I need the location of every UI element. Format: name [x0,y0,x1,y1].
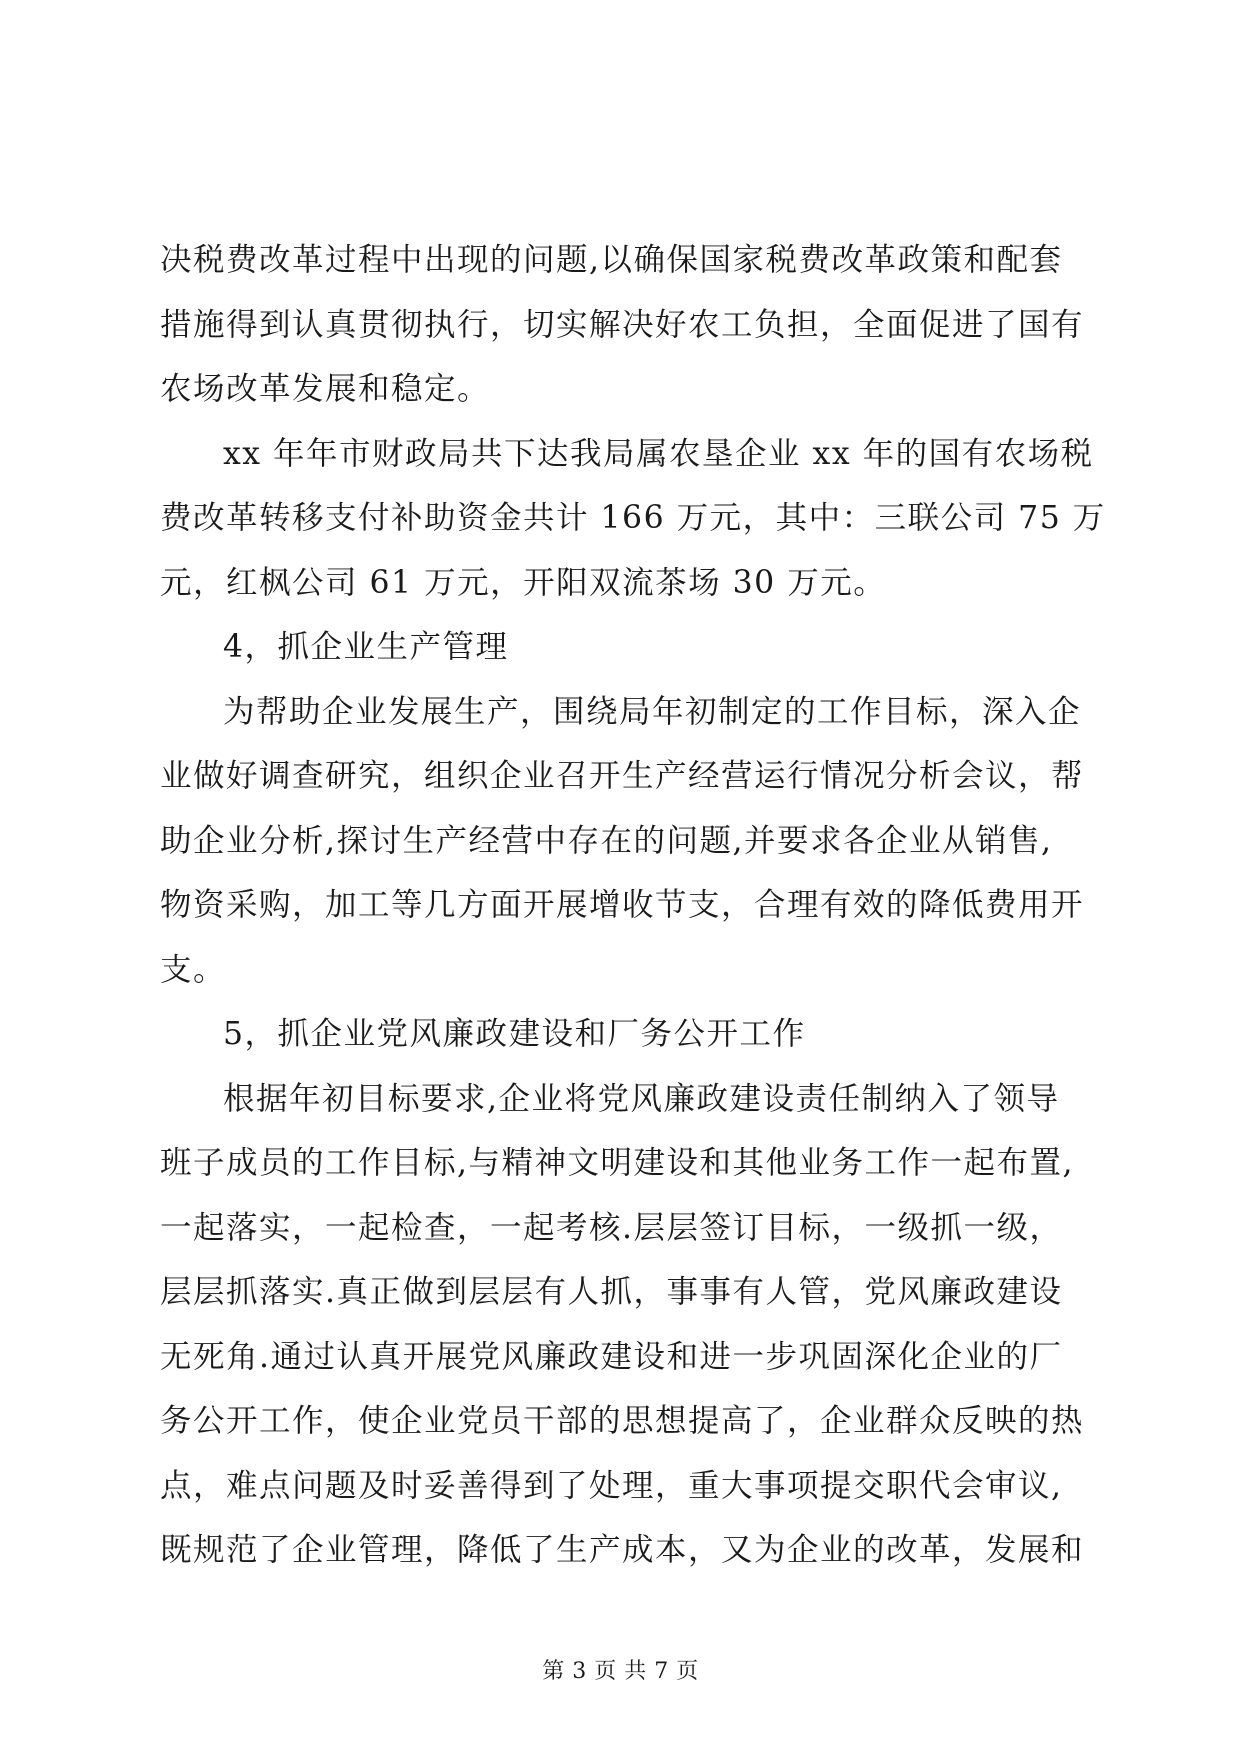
page-number-footer: 第 3 页 共 7 页 [542,1659,699,1684]
text-line: 元，红枫公司 61 万元，开阳双流茶场 30 万元。 [160,564,887,601]
text-line: 5，抓企业党风廉政建设和厂务公开工作 [223,1016,806,1052]
text-line: 为帮助企业发展生产，围绕局年初制定的工作目标，深入企 [223,693,1082,730]
text-line: 既规范了企业管理，降低了生产成本，又为企业的改革，发展和 [160,1532,1085,1568]
text-line: 根据年初目标要求,企业将党风廉政建设责任制纳入了领导 [223,1080,1060,1117]
paragraph [160,1067,1094,1583]
document-body [160,228,1106,1583]
text-line: 层层抓落实.真正做到层层有人抓，事事有人管，党风廉政建设 [160,1274,1063,1310]
text-line: 业做好调查研究，组织企业召开生产经营运行情况分析会议，帮 [160,758,1085,794]
text-line: 务公开工作，使企业党员干部的思想提高了，企业群众反映的热 [160,1403,1085,1439]
text-line: 支。 [160,951,227,988]
paragraph [160,680,1094,1003]
paragraph [160,422,1106,616]
paragraph [160,228,1094,422]
text-line: 决税费改革过程中出现的问题,以确保国家税费改革政策和配套 [160,242,1063,278]
section-heading [160,1002,1094,1067]
text-line: 费改革转移支付补助资金共计 166 万元，其中：三联公司 75 万 [160,500,1106,536]
text-line: xx 年年市财政局共下达我局属农垦企业 xx 年的国有农场税 [223,435,1094,472]
text-line: 无死角.通过认真开展党风廉政建设和进一步巩固深化企业的厂 [160,1338,1063,1375]
text-line: 4，抓企业生产管理 [223,629,509,665]
text-line: 点，难点问题及时妥善得到了处理，重大事项提交职代会审议, [160,1467,1063,1504]
section-heading [160,615,1094,680]
text-line: 班子成员的工作目标,与精神文明建设和其他业务工作一起布置, [160,1145,1075,1181]
text-line: 助企业分析,探讨生产经营中存在的问题,并要求各企业从销售, [160,822,1053,859]
text-line: 措施得到认真贯彻执行，切实解决好农工负担，全面促进了国有 [160,306,1085,343]
text-line: 一起落实，一起检查，一起考核.层层签订目标，一级抓一级， [160,1209,1063,1246]
text-line: 农场改革发展和稳定。 [160,371,491,407]
text-line: 物资采购，加工等几方面开展增收节支，合理有效的降低费用开 [160,887,1085,923]
